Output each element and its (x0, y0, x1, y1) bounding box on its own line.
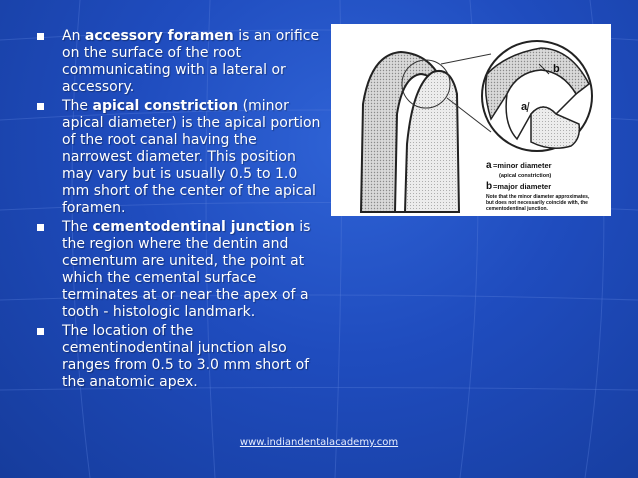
bullet-accessory-foramen: An accessory foramen is an orifice on the surface of the root communicating with a lateral or accessory. (24, 28, 324, 96)
footer-link[interactable]: www.indiandentalacademy.com (239, 437, 399, 448)
legend-b-text: =major diameter (493, 182, 552, 191)
label-a: a (521, 101, 528, 113)
legend-b-letter: b (486, 181, 493, 192)
legend-a-text: =minor diameter (493, 161, 552, 170)
note-line-1: Note that the minor diameter approximates, (486, 194, 590, 200)
legend-a-sub: (apical constriction) (499, 173, 552, 179)
note-line-3: cementodentinal junction. (486, 206, 548, 212)
bullet-cementodentinal-junction: The cementodentinal junction is the region where the dentin and cementum are united, the point at which the cemental surface terminates at or near the apex of a tooth - histologic landmark. (24, 219, 324, 321)
bullet-apical-constriction: The apical constriction (minor apical diameter) is the apical portion of the root canal having the narrowest diameter. This position may vary but is usually 0.5 to 1.0 mm short of the center of the apical foramen. (24, 98, 324, 217)
legend-a-letter: a (486, 160, 492, 171)
square-bullet-icon (37, 328, 44, 335)
square-bullet-icon (37, 33, 44, 40)
label-b: b (553, 63, 560, 75)
note-line-2: but does not necessarily coincide with, the (486, 200, 588, 206)
root-apex-diagram (331, 24, 611, 216)
square-bullet-icon (37, 224, 44, 231)
square-bullet-icon (37, 103, 44, 110)
bullet-list (24, 28, 324, 393)
bullet-junction-location: The location of the cementinodentinal junction also ranges from 0.5 to 3.0 mm short of the anatomic apex. (24, 323, 324, 391)
